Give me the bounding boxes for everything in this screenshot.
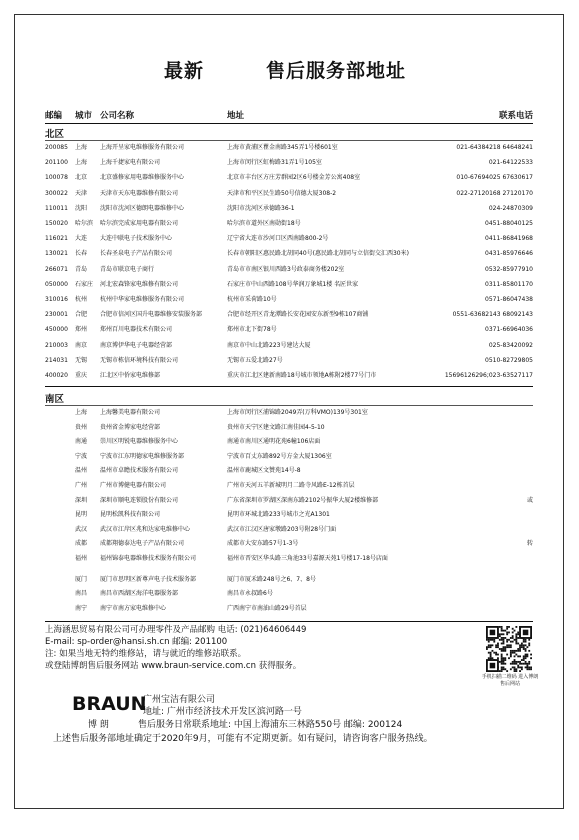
city-name: 杭州 <box>75 296 88 303</box>
company-name-cell: 河北宏森锋家电维修有限公司 <box>100 280 179 288</box>
company-name-cell: 深圳市顺电连锁股份有限公司 <box>100 496 179 504</box>
phone-cell: 024-24870309 <box>488 204 533 212</box>
city-name: 无锡 <box>75 356 88 364</box>
phone-cell: 转 <box>526 540 533 548</box>
header-rule <box>45 123 533 124</box>
phone-cell: 0431-85976646 <box>485 250 533 258</box>
phone-cell: 0411-86841968 <box>485 235 533 243</box>
city-name: 成都 <box>75 540 88 548</box>
table-row <box>45 553 533 565</box>
phone-cell: 0451-88040125 <box>485 220 533 227</box>
company-name-cell: 福州锦泰电器维修技术服务有限公司 <box>100 555 197 562</box>
table-row <box>45 203 533 215</box>
address-cell: 无锡市五爱北路27号 <box>227 356 283 364</box>
table-row <box>45 574 533 586</box>
postal-code: 201100 <box>45 159 68 167</box>
address-cell: 厦门市厦禾路248号之6、7、8号 <box>227 575 316 583</box>
phone-cell: 022-27120168 27120170 <box>456 189 533 197</box>
postal-code: 230001 <box>45 311 68 319</box>
city-name: 南通 <box>75 438 88 446</box>
address-cell: 上海市闵行区浦锦路2049弄(万科VMO)139号301室 <box>227 409 368 416</box>
postal-code: 214031 <box>45 356 68 364</box>
table-row <box>45 309 533 321</box>
city-name: 哈尔滨 <box>75 220 94 227</box>
address-cell: 郑州市北下街78号 <box>227 326 277 334</box>
table-row <box>45 294 533 306</box>
footer-line-1: 上海涵思贸易有限公司可办理零件及产品邮购 电话: (021)64606449 <box>45 625 307 635</box>
update-note: 上述售后服务部地址确定于2020年9月，可能有不定期更新。如有疑问，请咨询客户服务热线。 <box>53 734 433 744</box>
table-row <box>45 588 533 600</box>
company-name-cell: 青岛市联京电子商行 <box>100 265 155 273</box>
address-cell: 沈阳市沈河区承德路36-1 <box>227 204 295 212</box>
city-name: 昆明 <box>75 511 88 519</box>
postal-code: 130021 <box>45 250 68 258</box>
address-cell: 南昌市永叔路6号 <box>227 590 273 598</box>
company-name-cell: 上海千捷家电有限公司 <box>100 159 161 167</box>
company-name-cell: 江北区中侨家电维修部 <box>100 372 161 379</box>
company-name-cell: 武汉市江岸区兆和达家电维修中心 <box>100 525 191 533</box>
address-cell: 广东省深圳市罗湖区深南东路2102号振华大厦2楼维修部 <box>227 496 379 504</box>
company-name-cell: 大连中联电子技术服务中心 <box>100 235 173 243</box>
company-name-cell: 沈阳市沈河区德朗电器维修中心 <box>100 204 185 212</box>
address-cell: 哈尔滨市道外区南勋街18号 <box>227 220 301 227</box>
phone-cell: 021-64122533 <box>488 159 533 167</box>
company-name-cell: 昆明松凯科技有限公司 <box>100 511 161 519</box>
table-header <box>45 107 533 123</box>
address-cell: 南京市中山北路223号建达大厦 <box>227 341 311 349</box>
address-cell: 武汉市江汉区唐家墩路203号附28号门面 <box>227 525 337 533</box>
company-name-cell: 宁波市江东明德家电维修服务部 <box>100 452 185 460</box>
table-row <box>45 509 533 521</box>
table-row <box>45 218 533 230</box>
company-name-cell: 合肥市信河区国升电器维修安装服务部 <box>100 311 203 319</box>
address-cell: 贵州市天宁区建文路江南佳园4-5-10 <box>227 423 325 431</box>
title-main: 售后服务部地址 <box>266 60 407 82</box>
company-name-cell: 南京博伊华电子电器经营部 <box>100 341 173 349</box>
address-cell: 福州市晋安区华头路三角池33号嘉源天苑1号楼17-18号店面 <box>227 555 388 562</box>
address-cell: 宁波市百丈东路892号方金大厦1306室 <box>227 452 332 460</box>
header-company: 公司名称 <box>100 111 135 121</box>
table-row <box>45 603 533 615</box>
city-name: 天津 <box>75 189 88 197</box>
phone-cell: 0311-85801170 <box>485 280 533 288</box>
header-post: 邮编 <box>45 111 63 121</box>
company-name-cell: 成都翔德泰达电子产品有限公司 <box>100 540 185 548</box>
table-row <box>45 264 533 276</box>
city-name: 厦门 <box>75 575 88 583</box>
company-name-cell: 无锡市栋信环境科技有限公司 <box>100 356 179 364</box>
postal-code: 100078 <box>45 174 68 182</box>
south-rule <box>45 405 533 406</box>
address-cell: 成都市大安东路57号1-3号 <box>227 540 299 548</box>
table-row <box>45 233 533 245</box>
address-cell: 上海市闵行区虹梅路31弄1号105室 <box>227 159 322 167</box>
phone-cell: 0510-82729805 <box>485 356 533 364</box>
company-name-cell: 南昌市西湖区海洋电器服务部 <box>100 590 179 598</box>
company-name-cell: 上海开呈家电维修服务有限公司 <box>100 144 185 151</box>
company-name-cell: 温州市卓瞻技术服务有限公司 <box>100 467 179 475</box>
city-name: 上海 <box>75 159 88 167</box>
company-name: 广州宝洁有限公司 <box>143 695 216 705</box>
table-row <box>45 465 533 477</box>
address-cell: 长春市朝阳区惠民路北胡同40号(惠民路北胡同与立信街交汇西30米) <box>227 250 409 258</box>
city-name: 福州 <box>75 555 88 562</box>
company-name-cell: 广州市博健电器有限公司 <box>100 482 167 489</box>
company-name-cell: 天津市天东电器维修有限公司 <box>100 189 179 197</box>
postal-code: 300022 <box>45 189 68 197</box>
table-row <box>45 157 533 169</box>
postal-code: 150020 <box>45 220 68 227</box>
table-row <box>45 436 533 448</box>
table-row <box>45 480 533 492</box>
footer-line-2: E-mail: sp-order@hansi.sh.cn 邮编: 201100 <box>45 637 228 647</box>
page-title <box>0 56 579 82</box>
phone-cell: 0532-85977910 <box>485 265 533 273</box>
city-name: 上海 <box>75 144 88 151</box>
header-address: 地址 <box>227 111 245 121</box>
company-info <box>143 694 302 718</box>
address-cell: 广州市天河五羊新城明月二路寺风路E-12栋首层 <box>227 482 355 489</box>
postal-code: 450000 <box>45 326 68 334</box>
address-cell: 石家庄市中山西路108号华润万象城1楼 名匠世家 <box>227 280 359 288</box>
company-name-cell: 南宁市南方家电维修中心 <box>100 604 167 612</box>
address-cell: 合肥市经开区青龙潭路长安花园安东新型9栋107商铺 <box>227 311 369 319</box>
table-row <box>45 407 533 419</box>
header-city: 城市 <box>75 111 93 121</box>
postal-code: 310016 <box>45 296 68 303</box>
company-name-cell: 杭州中华家电维修服务有限公司 <box>100 296 185 303</box>
city-name: 重庆 <box>75 372 88 379</box>
city-name: 长春 <box>75 250 88 258</box>
company-name-cell: 厦门市思明区新尊声电子技术服务部 <box>100 575 197 583</box>
address-cell: 广西南宁市南油山路29号首层 <box>227 604 307 612</box>
phone-cell: 021-64384218 64648241 <box>456 144 533 151</box>
address-cell: 上海市黄浦区瞿金南路345弄1号楼601室 <box>227 144 338 151</box>
city-name: 广州 <box>75 482 88 489</box>
north-rule <box>45 140 533 141</box>
service-address: 售后服务日常联系地址: 中国上海浦东三林路550号 邮编: 200124 <box>138 720 403 730</box>
city-name: 武汉 <box>75 525 88 533</box>
city-name: 南昌 <box>75 590 88 598</box>
address-cell: 南通市南川区通明花苑6幢106店面 <box>227 438 321 446</box>
table-row <box>45 355 533 367</box>
table-row <box>45 172 533 184</box>
south-end-rule <box>45 621 533 622</box>
table-row <box>45 538 533 550</box>
city-name: 大连 <box>75 235 88 243</box>
city-name: 南京 <box>75 341 88 349</box>
company-name-cell: 北京盛修家用电器维修服务中心 <box>100 174 185 182</box>
table-row <box>45 370 533 382</box>
address-cell: 昆明市环城北路233号城市之光A1301 <box>227 511 330 519</box>
postal-code: 210003 <box>45 341 68 349</box>
title-prefix: 最新 <box>164 60 205 82</box>
table-row <box>45 422 533 434</box>
postal-code: 266071 <box>45 265 68 273</box>
city-name: 宁波 <box>75 452 88 460</box>
braun-logo: BRAUN <box>72 693 147 715</box>
company-name-cell: 崇川区明锐电器维修服务中心 <box>100 438 179 446</box>
address-cell: 北京市丰台区方庄芳群园2区6号楼金芳公寓408室 <box>227 174 361 182</box>
region-south-label: 南区 <box>45 394 65 405</box>
phone-cell: 0571-86047438 <box>485 296 533 303</box>
address-cell: 天津市和平区民生路50号信德大厦308-2 <box>227 189 337 197</box>
table-row <box>45 248 533 260</box>
company-address: 地址: 广州市经济技术开发区滨河路一号 <box>143 707 302 717</box>
city-name: 贵州 <box>75 423 88 431</box>
phone-cell: 或 <box>526 496 533 504</box>
city-name: 郑州 <box>75 326 88 334</box>
brand-chinese: 博 朗 <box>88 720 109 730</box>
phone-cell: 010-67694025 67630617 <box>456 174 533 182</box>
postal-code: 116021 <box>45 235 68 243</box>
table-row <box>45 279 533 291</box>
city-name: 青岛 <box>75 265 88 273</box>
city-name: 深圳 <box>75 496 88 504</box>
city-name: 石家庄 <box>75 280 94 288</box>
postal-code: 050000 <box>45 280 68 288</box>
city-name: 温州 <box>75 467 88 475</box>
city-name: 合肥 <box>75 311 88 319</box>
phone-cell: 0371-66964036 <box>485 326 533 334</box>
footer-note-2: 或登陆博朗售后服务网站 www.braun-service.com.cn 获得服务。 <box>45 661 302 671</box>
footer-contact <box>45 624 535 672</box>
north-end-rule <box>45 386 533 387</box>
header-phone: 联系电话 <box>498 111 533 121</box>
city-name: 上海 <box>75 409 88 416</box>
footer-note-1: 注: 如果当地无特约维修站，请与就近的维修站联系。 <box>45 649 247 659</box>
address-cell: 杭州市采荷路10号 <box>227 296 277 303</box>
table-row <box>45 451 533 463</box>
table-row <box>45 340 533 352</box>
table-row <box>45 142 533 154</box>
qr-code-icon <box>486 626 532 672</box>
company-name-cell: 哈尔滨完成家用电器有限公司 <box>100 220 179 227</box>
postal-code: 400020 <box>45 372 68 379</box>
region-north-label: 北区 <box>45 129 65 140</box>
table-row <box>45 188 533 200</box>
postal-code: 110011 <box>45 204 68 212</box>
phone-cell: 15696126296;023-63527117 <box>444 372 533 379</box>
phone-cell: 025-83420092 <box>488 341 533 349</box>
company-name-cell: 上海馨美电器有限公司 <box>100 409 161 416</box>
table-row <box>45 495 533 507</box>
table-row <box>45 524 533 536</box>
address-cell: 辽宁省大连市沙河口区西南路800-2号 <box>227 235 329 243</box>
address-cell: 温州市鹿城区文赞苑14号-8 <box>227 467 301 475</box>
company-name-cell: 郑州百川电器技术有限公司 <box>100 326 173 334</box>
address-cell: 青岛市市南区银川西路3号政泰商务楼202室 <box>227 265 345 273</box>
phone-cell: 0551-63682143 68092143 <box>452 311 533 319</box>
table-row <box>45 324 533 336</box>
qr-caption: 手机扫描二维码 进入博朗售后网站 <box>481 674 539 687</box>
city-name: 北京 <box>75 174 88 182</box>
city-name: 南宁 <box>75 604 88 612</box>
company-name-cell: 贵州省金博家电经营部 <box>100 423 161 431</box>
postal-code: 200085 <box>45 144 68 151</box>
company-name-cell: 长春圣泉电子产品有限公司 <box>100 250 173 258</box>
address-cell: 重庆市江北区建新南路18号城市领地A栋附2楼77号门市 <box>227 372 377 379</box>
city-name: 沈阳 <box>75 204 88 212</box>
